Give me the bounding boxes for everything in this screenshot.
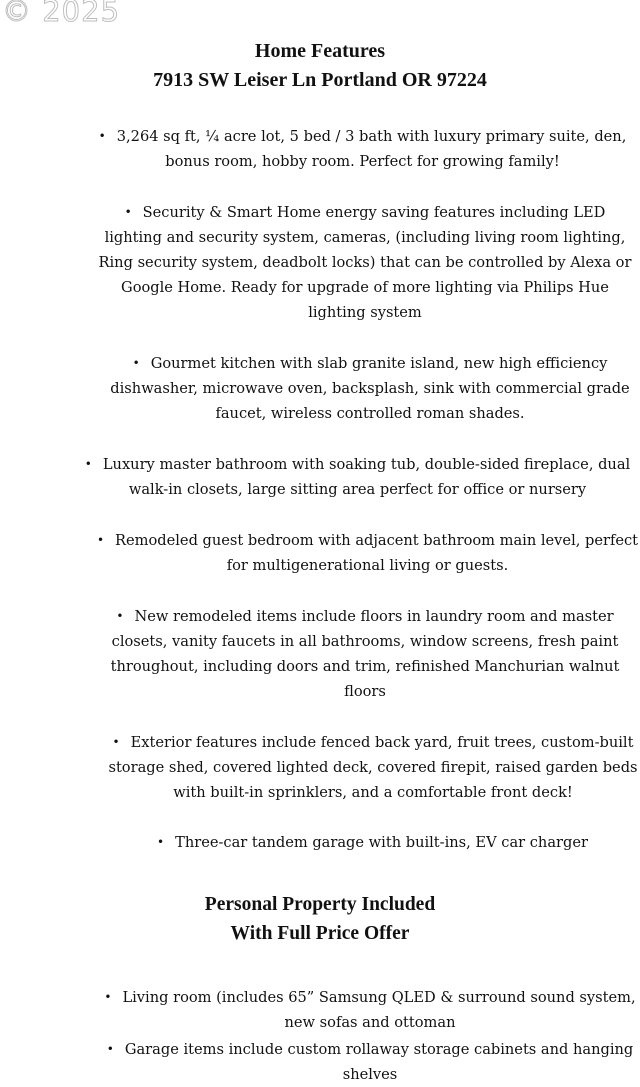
feature-item bbox=[90, 604, 640, 704]
bullet-icon: • bbox=[157, 835, 165, 849]
bullet-icon: • bbox=[112, 735, 120, 749]
page-title: Home Features bbox=[254, 40, 386, 62]
personal-property-subtitle: With Full Price Offer bbox=[230, 923, 410, 944]
feature-text: Security & Smart Home energy saving features including LED lighting and security system, cameras, (including living room lighting, Ring security system, deadbolt locks) that can be controlled by Alexa or Google Home. Ready for upgrade of more lighting via Philips Hue lighting system bbox=[98, 204, 632, 321]
property-address: 7913 SW Leiser Ln Portland OR 97224 bbox=[153, 69, 487, 91]
bullet-icon: • bbox=[116, 609, 124, 623]
feature-text: Remodeled guest bedroom with adjacent bathroom main level, perfect for multigenerational living or guests. bbox=[115, 532, 639, 574]
feature-item bbox=[90, 830, 640, 855]
property-item-text: Garage items include custom rollaway storage cabinets and hanging shelves bbox=[124, 1041, 634, 1083]
feature-text: Luxury master bathroom with soaking tub, double-sided fireplace, dual walk-in closets, large sitting area perfect for office or nursery bbox=[102, 456, 631, 498]
feature-text: Three-car tandem garage with built-ins, EV car charger bbox=[175, 834, 588, 851]
bullet-icon: • bbox=[84, 457, 92, 471]
property-item bbox=[100, 985, 640, 1035]
feature-item bbox=[80, 124, 640, 174]
page-heading bbox=[0, 37, 640, 95]
feature-item bbox=[95, 528, 640, 578]
personal-property-heading bbox=[0, 890, 640, 948]
bullet-icon: • bbox=[96, 533, 105, 547]
copyright-watermark: © 2025 bbox=[2, 0, 121, 28]
bullet-icon: • bbox=[124, 205, 132, 219]
feature-text: Exterior features include fenced back yard, fruit trees, custom-built storage shed, covered lighted deck, covered firepit, raised garden beds with built-in sprinklers, and a comfortable front deck! bbox=[108, 734, 638, 801]
feature-text: New remodeled items include floors in laundry room and master closets, vanity faucets in all bathrooms, window screens, fresh paint throughout, including doors and trim, refinished Manchurian walnut floors bbox=[110, 608, 620, 700]
feature-text: Gourmet kitchen with slab granite island, new high efficiency dishwasher, microwave oven, backsplash, sink with commercial grade faucet, wireless controlled roman shades. bbox=[110, 355, 630, 422]
feature-item bbox=[98, 730, 640, 805]
feature-item bbox=[70, 452, 640, 502]
property-item bbox=[100, 1037, 640, 1087]
bullet-icon: • bbox=[132, 356, 140, 370]
feature-text: 3,264 sq ft, ¼ acre lot, 5 bed / 3 bath with luxury primary suite, den, bonus room, hobby room. Perfect for growing family! bbox=[116, 128, 627, 170]
personal-property-title: Personal Property Included bbox=[204, 894, 436, 915]
property-item-text: Living room (includes 65” Samsung QLED & surround sound system, new sofas and ottoman bbox=[122, 989, 636, 1031]
bullet-icon: • bbox=[98, 129, 106, 143]
bullet-icon: • bbox=[106, 1042, 114, 1056]
feature-item bbox=[95, 200, 635, 325]
bullet-icon: • bbox=[104, 990, 112, 1004]
feature-item bbox=[100, 351, 640, 426]
